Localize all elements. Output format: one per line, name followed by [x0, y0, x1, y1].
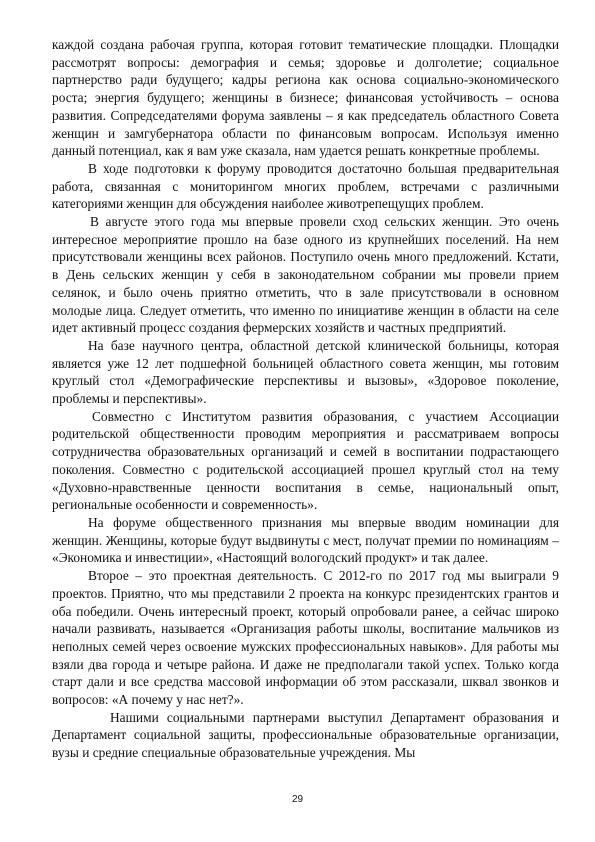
paragraph-2: В ходе подготовки к форуму проводится достаточно большая предварительная работа, связанная с мониторингом многих проблем, встречами с различными категориями женщин для обсуждения наиболее животрепещущих проблем.: [52, 160, 559, 212]
paragraph-4: На базе научного центра, областной детской клинической больницы, которая является уже 12 лет подшефной больницей областного совета женщин, мы готовим круглый стол «Демографические перспективы и вызовы», «Здоровое поколение, проблемы и перспективы».: [52, 337, 559, 407]
paragraph-5: Совместно с Институтом развития образования, с участием Ассоциации родительской общественности проводим мероприятия и рассматриваем вопросы сотрудничества образовательных организаций и семей в воспитании подрастающего поколения. Совместно с родительской ассоциацией прошел круглый стол на тему «Духовно-нравственные ценности воспитания в семье, национальный опыт, региональные особенности и современность».: [52, 408, 559, 513]
document-body: [52, 36, 559, 762]
paragraph-3: В августе этого года мы впервые провели сход сельских женщин. Это очень интересное мероприятие прошло на базе одного из крупнейших поселений. На нем присутствовали женщины всех районов. Поступило очень много предложений. Кстати, в День сельских женщин у себя в законодательном собрании мы провели прием селянок, и было очень приятно отметить, что в зале присутствовали в основном молодые лица. Следует отметить, что именно по инициативе женщин в области на селе идет активный процесс создания фермерских хозяйств и частных предприятий.: [52, 214, 559, 336]
paragraph-8: Нашими социальными партнерами выступил Департамент образования и Департамент социальной защиты, профессиональные образовательные организации, вузы и средние специальные образовательные учреждения. Мы: [52, 709, 559, 761]
paragraph-7: Второе – это проектная деятельность. С 2012-го по 2017 год мы выиграли 9 проектов. Приятно, что мы представили 2 проекта на конкурс президентских грантов и оба победили. Очень интересный проект, который опробовали ранее, а сейчас широко начали развивать, называется «Организация работы школы, воспитание мальчиков из неполных семей через освоение мужских профессиональных навыков». Для работы мы взяли два города и четыре района. И даже не предполагали такой успех. Только когда старт дали и все средства массовой информации об этом рассказали, шквал звонков и вопросов: «А почему у нас нет?».: [52, 568, 559, 708]
paragraph-6: На форуме общественного признания мы впервые вводим номинации для женщин. Женщины, которые будут выдвинуты с мест, получат премии по номинациям – «Экономика и инвестиции», «Настоящий вологодский продукт» и так далее.: [52, 514, 559, 566]
paragraph-1: каждой создана рабочая группа, которая готовит тематические площадки. Площадки рассмотрят вопросы: демография и семья; здоровье и долголетие; социальное партнерство ради будущего; кадры региона как основа социально-экономического роста; энергия будущего; женщины в бизнесе; финансовая устойчивость – основа развития. Сопредседателями форума заявлены – я как председатель областного Совета женщин и замгубернатора области по финансовым вопросам. Используя именно данный потенциал, как я вам уже сказала, нам удается решать конкретные проблемы.: [52, 37, 559, 159]
page-number: 29: [291, 794, 304, 805]
